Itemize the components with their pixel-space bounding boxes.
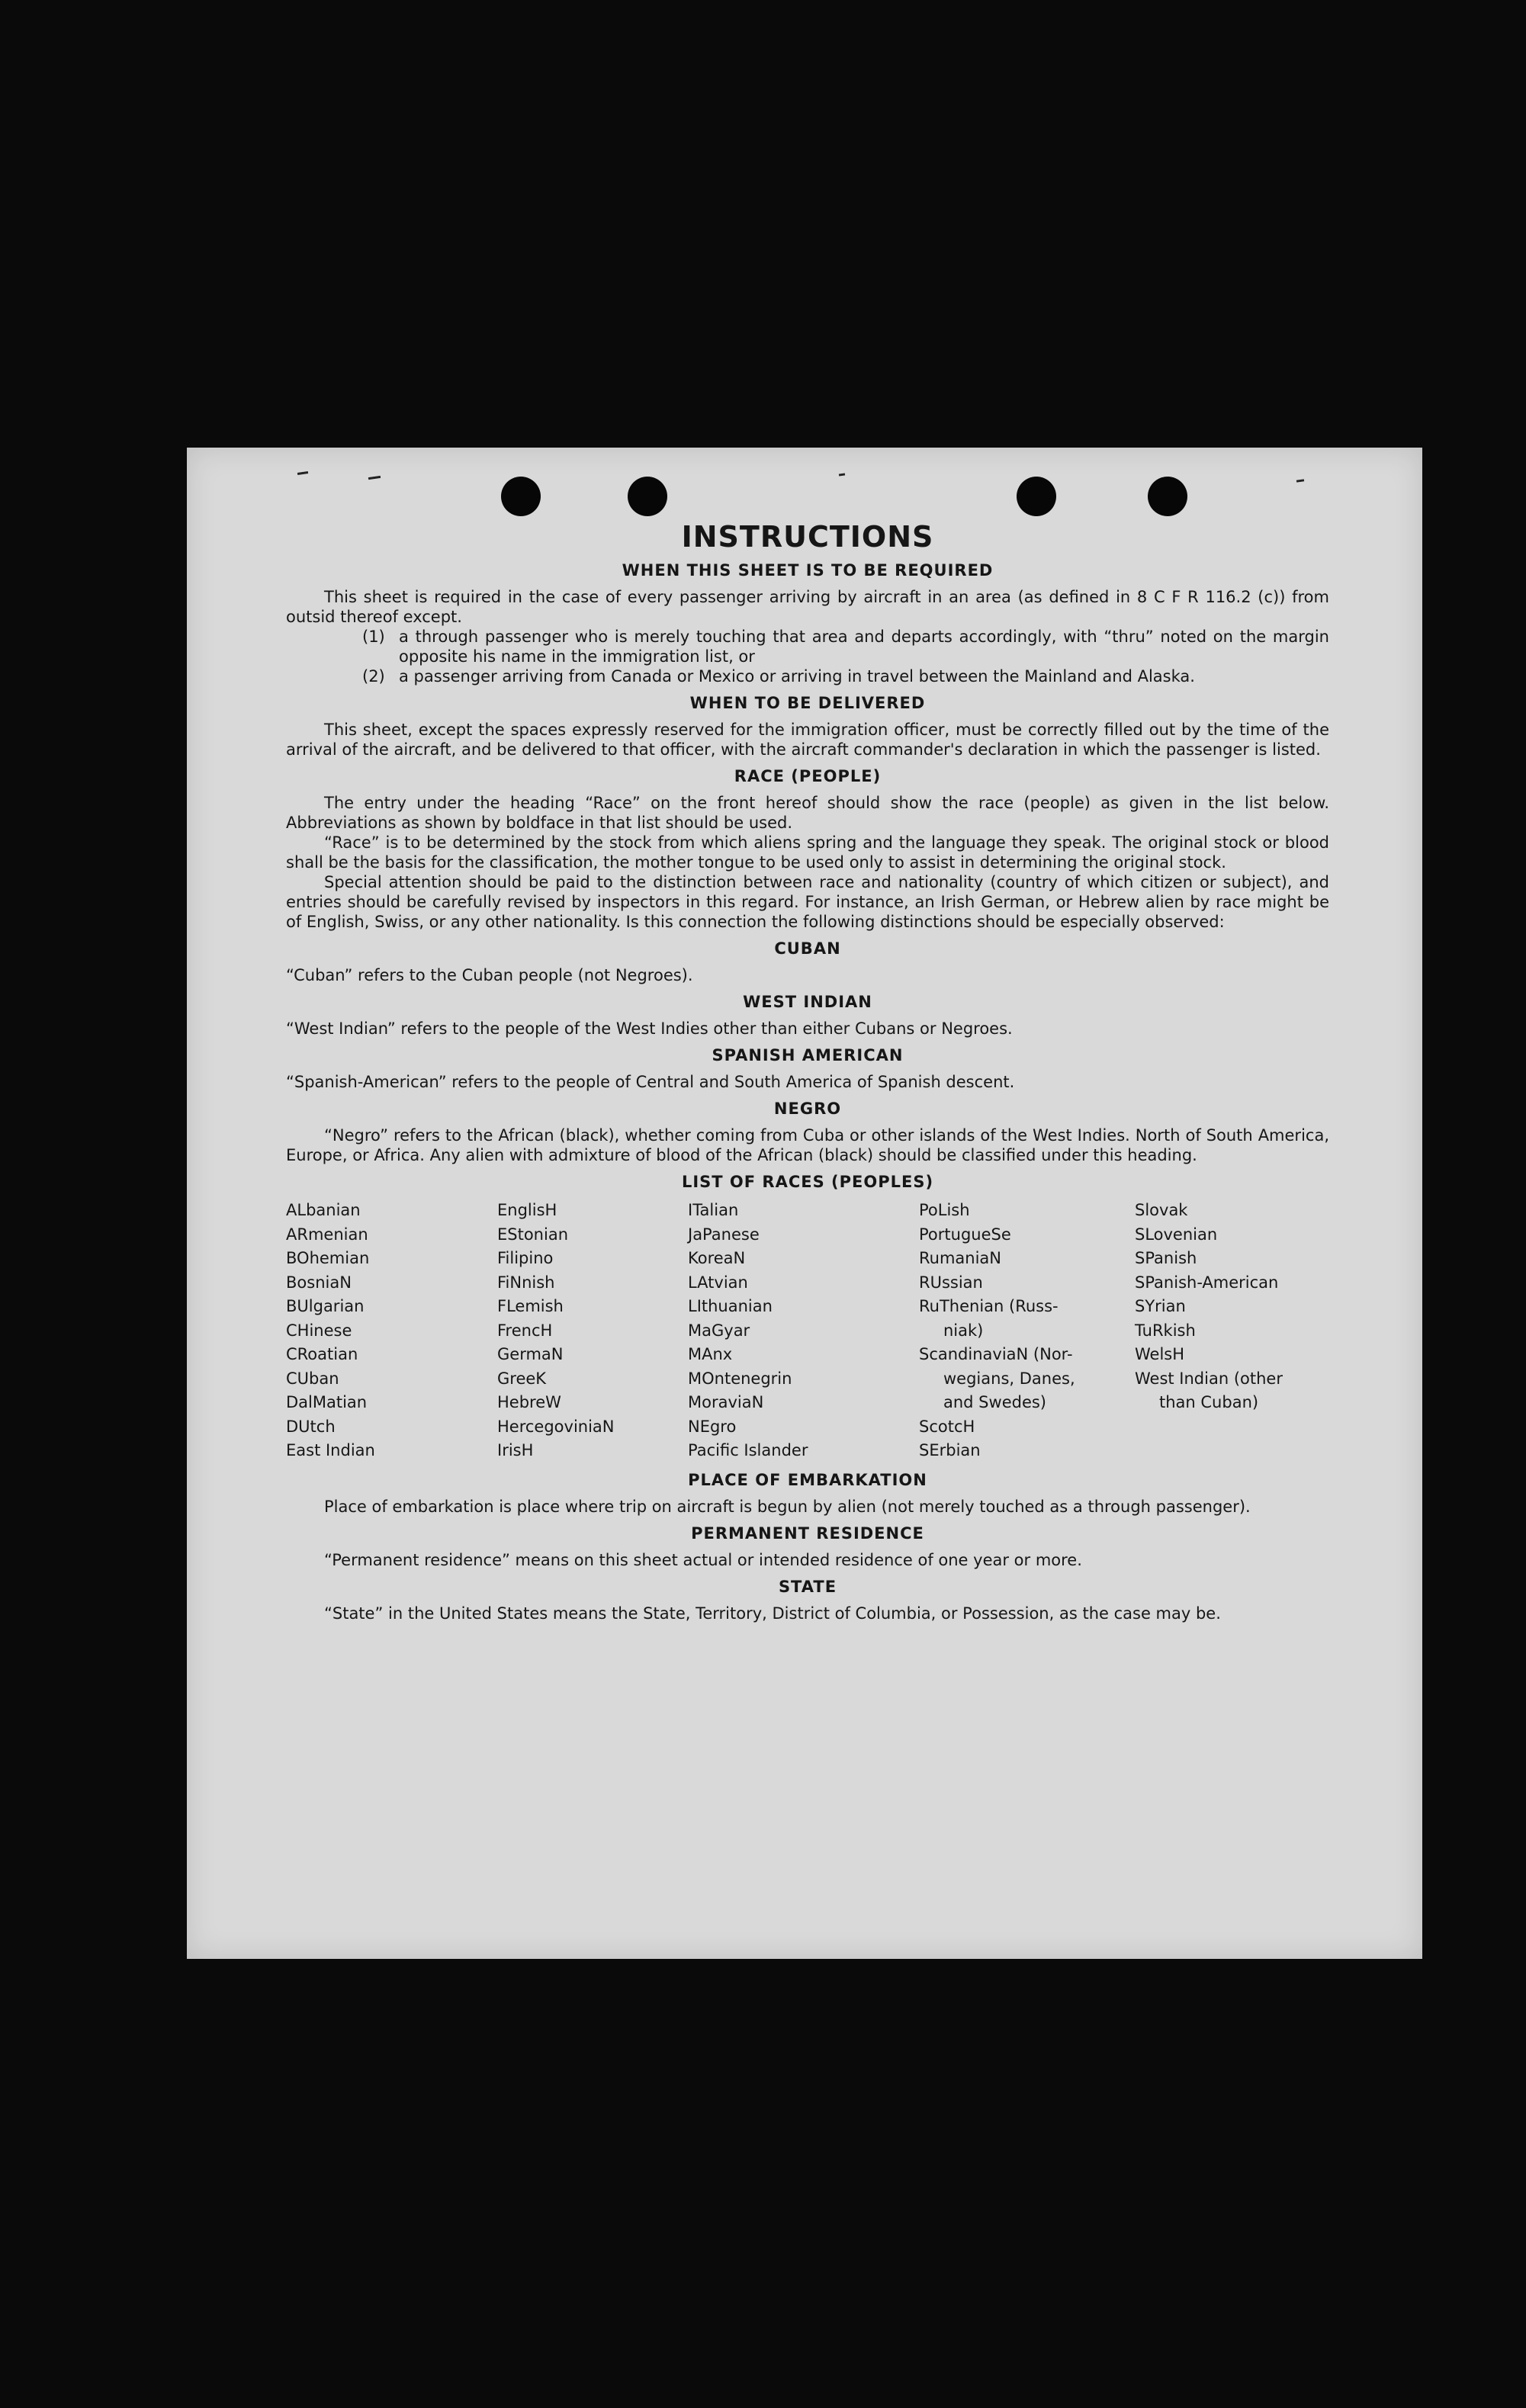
section-heading: LIST OF RACES (PEOPLES) [681, 1173, 934, 1191]
races-list [286, 1199, 1329, 1463]
race-entry: Pacific Islander [688, 1441, 808, 1459]
paragraph: “Permanent residence” means on this sheet actual or intended residence of one year or more. [324, 1550, 1082, 1569]
punch-hole [1148, 477, 1187, 516]
punch-hole [1017, 477, 1056, 516]
race-entry: ARmenian [286, 1225, 368, 1244]
race-entry: SLovenian [1135, 1225, 1218, 1244]
section-heading: WEST INDIAN [743, 993, 872, 1011]
race-entry: ALbanian [286, 1201, 361, 1219]
race-entry: DalMatian [286, 1393, 368, 1411]
race-entry: KoreaN [688, 1249, 746, 1267]
race-entry: FLemish [497, 1297, 564, 1315]
paragraph: “West Indian” refers to the people of the West Indies other than either Cubans or Negroes. [286, 1019, 1013, 1038]
races-column [497, 1199, 688, 1463]
race-entry: SErbian [919, 1441, 981, 1459]
section-heading: RACE (PEOPLE) [734, 767, 882, 785]
item-number: (2) [362, 667, 385, 685]
paragraph: Special attention should be paid to the distinction between race and nationality (country of which citizen or subject), and entries should be carefully revised by inspectors in this regard. For instance, an Irish German, or Hebrew alien by race might be of English, Swiss, or any other nationality. Is this connection the following distinctions should be especially observed: [286, 873, 1329, 931]
race-entry: CHinese [286, 1321, 352, 1340]
race-entry: GermaN [497, 1345, 564, 1363]
item-number: (1) [362, 628, 385, 646]
section-heading: WHEN THIS SHEET IS TO BE REQUIRED [622, 561, 994, 580]
race-entry: IrisH [497, 1441, 534, 1459]
race-entry: MAnx [688, 1345, 733, 1363]
punch-hole [501, 477, 541, 516]
paragraph: This sheet, except the spaces expressly reserved for the immigration officer, must be correctly filled out by the time of the arrival of the aircraft, and be delivered to that officer, with the aircraft commander's declaration in which the passenger is listed. [286, 721, 1329, 759]
race-entry: SPanish-American [1135, 1273, 1279, 1292]
race-entry: EnglisH [497, 1201, 557, 1219]
paragraph: The entry under the heading “Race” on the front hereof should show the race (people) as given in the list below. Abbreviations as shown by boldface in that list should be used. [286, 794, 1329, 832]
paragraph: This sheet is required in the case of every passenger arriving by aircraft in an area (as defined in 8 C F R 116.2 (c)) from outsid thereof except. [286, 588, 1329, 626]
race-entry: BOhemian [286, 1249, 370, 1267]
race-entry: PortugueSe [919, 1225, 1011, 1244]
race-entry: RuThenian (Russ- [919, 1297, 1059, 1315]
race-entry: TuRkish [1135, 1321, 1196, 1340]
list-item [362, 627, 1329, 666]
race-entry: ScandinaviaN (Nor- [919, 1345, 1073, 1363]
race-entry: LIthuanian [688, 1297, 773, 1315]
section-heading: SPANISH AMERICAN [712, 1046, 904, 1064]
instructions-text [286, 520, 1329, 1623]
section-heading: CUBAN [774, 939, 841, 958]
race-entry-continued: niak) [943, 1321, 984, 1340]
race-entry: East Indian [286, 1441, 375, 1459]
race-entry: BUlgarian [286, 1297, 365, 1315]
section-heading: STATE [778, 1577, 837, 1596]
race-entry: NEgro [688, 1417, 737, 1436]
race-entry: RumaniaN [919, 1249, 1002, 1267]
race-entry-continued: than Cuban) [1159, 1393, 1259, 1411]
race-entry: ScotcH [919, 1417, 975, 1436]
race-entry: SPanish [1135, 1249, 1197, 1267]
paragraph: “Race” is to be determined by the stock from which aliens spring and the language they speak. The original stock or blood shall be the basis for the classification, the mother tongue to be used only to assist in determining the original stock. [286, 833, 1329, 872]
races-column [1135, 1199, 1329, 1463]
race-entry: SYrian [1135, 1297, 1186, 1315]
race-entry: CRoatian [286, 1345, 358, 1363]
page-title: INSTRUCTIONS [681, 520, 934, 554]
races-column [286, 1199, 497, 1463]
race-entry: CUban [286, 1369, 339, 1388]
race-entry: MaGyar [688, 1321, 750, 1340]
race-entry: Slovak [1135, 1201, 1188, 1219]
race-entry: RUssian [919, 1273, 983, 1292]
race-entry: EStonian [497, 1225, 569, 1244]
race-entry-continued: wegians, Danes, [943, 1369, 1075, 1388]
paragraph: “Cuban” refers to the Cuban people (not Negroes). [286, 966, 693, 984]
punch-hole [628, 477, 667, 516]
paragraph: “State” in the United States means the State, Territory, District of Columbia, or Possession, as the case may be. [324, 1604, 1221, 1623]
section-heading: PERMANENT RESIDENCE [691, 1523, 924, 1543]
scan-speck [839, 473, 845, 476]
race-entry: DUtch [286, 1417, 336, 1436]
paragraph: “Spanish-American” refers to the people of Central and South America of Spanish descent. [286, 1073, 1015, 1091]
section-heading: NEGRO [773, 1100, 842, 1118]
race-entry: GreeK [497, 1369, 547, 1388]
race-entry: FiNnish [497, 1273, 555, 1292]
instruction-sheet [187, 448, 1422, 1959]
race-entry: FrencH [497, 1321, 553, 1340]
item-text: a through passenger who is merely touching that area and departs accordingly, with “thru” noted on the margin opposite his name in the immigration list, or [399, 628, 1329, 666]
race-entry: BosniaN [286, 1273, 352, 1292]
race-entry: Filipino [497, 1249, 554, 1267]
scan-speck [297, 471, 308, 475]
race-entry-continued: and Swedes) [943, 1393, 1046, 1411]
scan-speck [368, 476, 381, 480]
list-item [362, 666, 1329, 686]
race-entry: ITalian [688, 1201, 739, 1219]
race-entry: HebreW [497, 1393, 561, 1411]
race-entry: HercegoviniaN [497, 1417, 615, 1436]
race-entry: LAtvian [688, 1273, 748, 1292]
race-entry: JaPanese [688, 1225, 760, 1244]
races-column [919, 1199, 1135, 1463]
paragraph: “Negro” refers to the African (black), whether coming from Cuba or other islands of the West Indies. North of South America, Europe, or Africa. Any alien with admixture of blood of the African (black) should be classified under this heading. [286, 1126, 1329, 1164]
races-column [688, 1199, 919, 1463]
item-text: a passenger arriving from Canada or Mexico or arriving in travel between the Mainland and Alaska. [399, 667, 1195, 685]
race-entry: WelsH [1135, 1345, 1185, 1363]
race-entry: MOntenegrin [688, 1369, 792, 1388]
race-entry: PoLish [919, 1201, 970, 1219]
race-entry: West Indian (other [1135, 1369, 1283, 1388]
section-heading: PLACE OF EMBARKATION [688, 1470, 927, 1489]
scan-speck [1296, 479, 1304, 482]
section-heading: WHEN TO BE DELIVERED [689, 694, 926, 712]
race-entry: MoraviaN [688, 1393, 764, 1411]
paragraph: Place of embarkation is place where trip on aircraft is begun by alien (not merely touched as a through passenger). [324, 1497, 1251, 1516]
